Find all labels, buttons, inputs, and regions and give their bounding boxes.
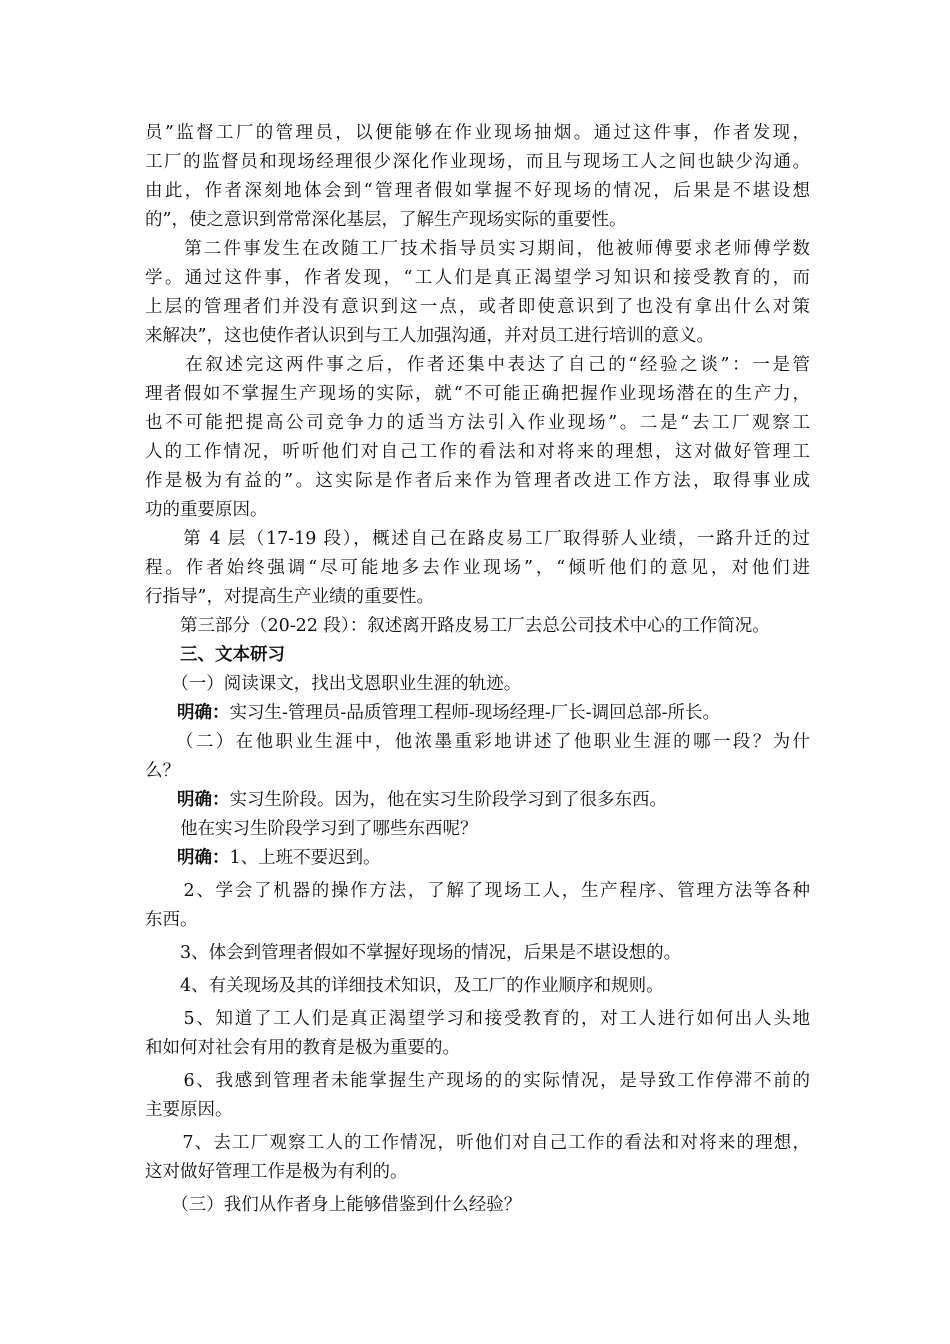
- text-line: 学。通过这件事，作者发现，“工人们是真正渴望学习知识和接受教育的，而: [145, 268, 810, 288]
- text-line: 作是极为有益的”。这实际是作者后来作为管理者改进工作方法，取得事业成: [145, 471, 810, 491]
- answer-text: 1、上班不要迟到。: [229, 848, 381, 868]
- text-line: 由此，作者深刻地体会到“管理者假如掌握不好现场的情况，后果是不堪设想: [145, 181, 810, 201]
- list-item: 5、知道了工人们是真正渴望学习和接受教育的，对工人进行如何出人头地: [145, 1009, 810, 1029]
- list-item: 主要原因。: [145, 1100, 233, 1120]
- text-line: 第三部分（20-22 段）：叙述离开路皮易工厂去总公司技术中心的工作简况。: [145, 616, 770, 636]
- list-item: 这对做好管理工作是极为有利的。: [145, 1162, 408, 1182]
- text-line: 工厂的监督员和现场经理很少深化作业现场，而且与现场工人之间也缺少沟通。: [145, 152, 810, 172]
- answer-line: [177, 789, 810, 811]
- text-line: 功的重要原因。: [145, 500, 268, 520]
- text-line: 行指导”，对提高生产业绩的重要性。: [145, 587, 434, 607]
- answer-label: 明确：: [177, 790, 230, 810]
- text-line: 理者假如不掌握生产现场的实际，就“不可能正确把握作业现场潜在的生产力，: [145, 384, 810, 404]
- question-line: （二）在他职业生涯中，他浓墨重彩地讲述了他职业生涯的哪一段？为什: [145, 732, 810, 752]
- list-item: 3、体会到管理者假如不掌握好现场的情况，后果是不堪设想的。: [145, 943, 682, 963]
- list-item: 和如何对社会有用的教育是极为重要的。: [145, 1038, 460, 1058]
- answer-text: 实习生阶段。因为，他在实习生阶段学习到了很多东西。: [229, 790, 667, 810]
- list-item: 东西。: [145, 910, 198, 930]
- text-line: 的”，使之意识到常常深化基层，了解生产现场实际的重要性。: [145, 210, 627, 230]
- list-item: 6、我感到管理者未能掌握生产现场的的实际情况，是导致工作停滞不前的: [145, 1071, 810, 1091]
- answer-label: 明确：: [177, 703, 230, 723]
- question-line: （三）我们从作者身上能够借鉴到什么经验？: [145, 1195, 522, 1215]
- list-item: 7、去工厂观察工人的工作情况，听他们对自己工作的看法和对将来的理想，: [145, 1133, 810, 1153]
- section-heading: 三、文本研习: [145, 645, 285, 665]
- answer-text: 实习生-管理员-品质管理工程师-现场经理-厂长-调回总部-所长。: [229, 703, 720, 723]
- text-line: 程。作者始终强调“尽可能地多去作业现场”，“倾听他们的意见，对他们进: [145, 558, 810, 578]
- text-line: 员”监督工厂的管理员，以便能够在作业现场抽烟。通过这件事，作者发现，: [145, 123, 810, 143]
- question-line: （一）阅读课文，找出戈恩职业生涯的轨迹。: [145, 674, 522, 694]
- text-line: 来解决”，这也使作者认识到与工人加强沟通，并对员工进行培训的意义。: [145, 326, 714, 346]
- answer-label: 明确：: [177, 848, 230, 868]
- text-line: 上层的管理者们并没有意识到这一点，或者即使意识到了也没有拿出什么对策: [145, 297, 810, 317]
- text-line: 也不可能把提高公司竞争力的适当方法引入作业现场”。二是“去工厂观察工: [145, 413, 810, 433]
- text-line: 第二件事发生在改随工厂技术指导员实习期间，他被师傅要求老师傅学数: [145, 239, 810, 259]
- question-line: 他在实习生阶段学习到了哪些东西呢？: [145, 819, 478, 839]
- text-line: 第 4 层（17-19 段），概述自己在路皮易工厂取得骄人业绩，一路升迁的过: [145, 529, 810, 549]
- text-line: 在叙述完这两件事之后，作者还集中表达了自己的“经验之谈”：一是管: [145, 355, 810, 375]
- list-item: 2、学会了机器的操作方法，了解了现场工人，生产程序、管理方法等各种: [145, 881, 810, 901]
- text-line: 人的工作情况，听听他们对自己工作的看法和对将来的理想，这对做好管理工: [145, 442, 810, 462]
- question-line: 么？: [145, 761, 180, 781]
- answer-line: [177, 847, 810, 869]
- list-item: 4、有关现场及其的详细技术知识，及工厂的作业顺序和规则。: [145, 976, 664, 996]
- answer-line: [177, 702, 810, 724]
